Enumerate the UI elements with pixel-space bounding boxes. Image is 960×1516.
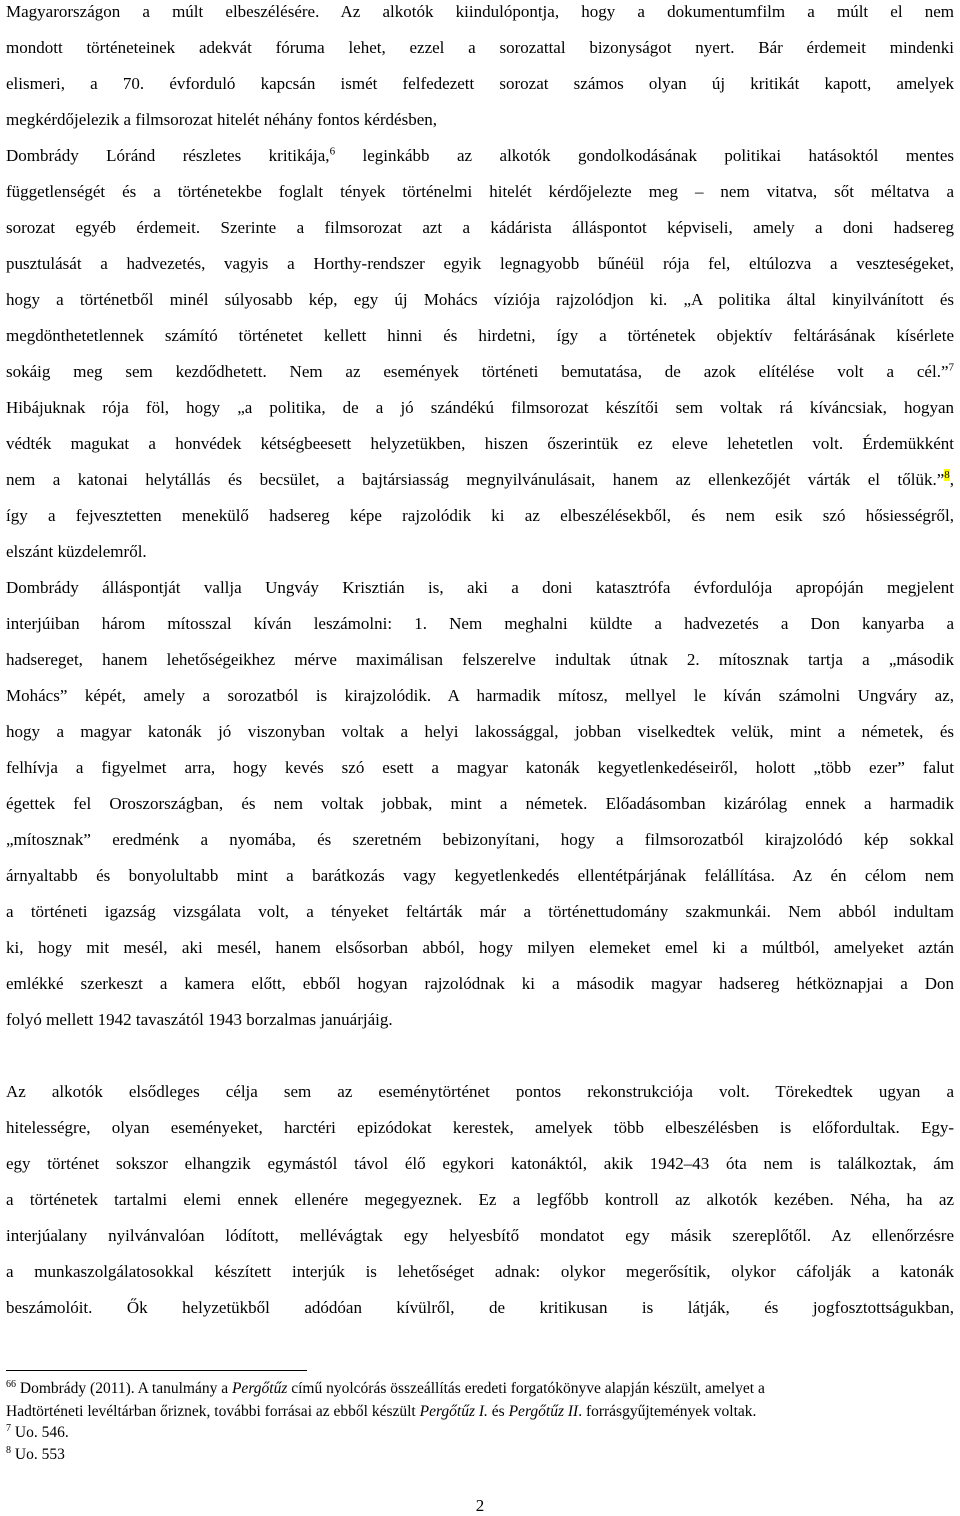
footnote-text: Uo. 553 (14, 1446, 65, 1463)
body-line: Az alkotók elsődleges célja sem az eseménytörténet pontos rekonstrukciója volt. Törekedtek ugyan a (6, 1082, 954, 1101)
footnote-ref-6[interactable]: 6 (329, 145, 336, 158)
body-line: elismeri, a 70. évforduló kapcsán ismét felfedezett sorozat számos olyan új kritikát kapott, amelyek (6, 74, 954, 93)
body-line: pusztulását a hadvezetés, vagyis a Horthy-rendszer egyik legnagyobb bűnéül rója fel, eltúlozva a veszteségeket, (6, 254, 954, 273)
footnote-title: Pergőtűz I. (419, 1403, 488, 1420)
body-text: , (949, 470, 954, 489)
footnote-text: . forrásgyűjtemények voltak. (578, 1403, 757, 1420)
footnote-mark: 7 (6, 1422, 11, 1434)
body-line: Magyarországon a múlt elbeszélésére. Az alkotók kiindulópontja, hogy a dokumentumfilm a múlt el nem (6, 2, 954, 21)
body-line: folyó mellett 1942 tavaszától 1943 borzalmas januárjáig. (6, 1010, 393, 1029)
footnote-ref-7[interactable]: 7 (948, 361, 954, 374)
footnote-6-cont (6, 1403, 756, 1421)
body-line (6, 362, 954, 382)
body-line: ki, hogy mit mesél, aki mesél, hanem elsősorban abból, hogy milyen elemeket emel ki a múltból, amelyeket aztán (6, 938, 954, 957)
footnote-text: és (491, 1403, 505, 1420)
body-text: sokáig meg sem kezdődhetett. Nem az események történeti bemutatása, de azok elítélése volt a cél.” (6, 362, 949, 381)
footnote-ref-8[interactable]: 8 (944, 469, 950, 482)
body-line: emlékké szerkeszt a kamera előtt, ebből hogyan rajzolódnak ki a második magyar hadsereg hétköznapjai a Don (6, 974, 954, 993)
body-line: a munkaszolgálatosokkal készített interjúk is lehetőséget adnak: olykor megerősítik, olykor cáfolják a katonák (6, 1262, 954, 1281)
footnote-text: Dombrády (2011). A tanulmány a (19, 1380, 229, 1397)
body-line: felhívja a figyelmet arra, hogy kevés szó esett a magyar katonák kegyetlenkedéseiről, holott „több ezer” falut (6, 758, 954, 777)
body-text: nem a katonai helytállás és becsület, a bajtársiasság megnyilvánulásait, hanem az ellenkezőjét várták el tőlük.” (6, 470, 945, 489)
body-line: függetlenségét és a történetekbe foglalt tények történelmi hitelét kérdőjelezte meg – nem vitatva, sőt méltatva a (6, 182, 954, 201)
body-line: megdönthetetlennek számító történetet kellett hinni és hirdetni, így a történetek objektív feltárásának kísérlete (6, 326, 954, 345)
body-line: sorozat egyéb érdemeit. Szerinte a filmsorozat azt a kádárista álláspontot képviseli, amely a doni hadsereg (6, 218, 954, 237)
body-line: égettek fel Oroszországban, és nem voltak jobbak, mint a németek. Előadásomban kizárólag ennek a harmadik (6, 794, 954, 813)
footnote-mark: 8 (6, 1444, 11, 1456)
body-line: hogy a történetből minél súlyosabb kép, egy új Mohács víziója rajzolódjon ki. „A politika által kinyilvánított és (6, 290, 954, 309)
footnote-title: Pergőtűz II (508, 1403, 579, 1420)
body-line: elszánt küzdelemről. (6, 542, 147, 561)
footnote-7 (6, 1424, 69, 1442)
body-line: így a fejvesztetten menekülő hadsereg képe rajzolódik ki az elbeszélésekből, és nem esik szó hősiességről, (6, 506, 954, 525)
body-line: „mítosznak” eredménk a nyomába, és szeretném bebizonyítani, hogy a filmsorozatból kirajzolódó kép sokkal (6, 830, 954, 849)
body-line: árnyaltabb és bonyolultabb mint a barátkozás vagy kegyetlenkedés ellentétpárjának felállítása. Az én célom nem (6, 866, 954, 885)
body-line (6, 470, 954, 490)
body-line: védték magukat a honvédek kétségbeesett helyzetükben, hiszen őszerintük ez eleve lehetetlen volt. Érdemükként (6, 434, 954, 453)
body-line: hadsereget, hanem lehetőségeikhez mérve maximálisan felszerelve indultak útnak 2. mítosznak tartja a „második (6, 650, 954, 669)
body-line: a történetek tartalmi elemi ennek ellenére megegyeznek. Ez a legfőbb kontroll az alkotók kezében. Néha, ha az (6, 1190, 954, 1209)
footnote-title: Pergőtűz (231, 1380, 288, 1397)
body-line: beszámolóit. Ők helyzetükből adódóan kívülről, de kritikusan is látják, és jogfosztottságukban, (6, 1298, 954, 1317)
footnote-6 (6, 1380, 765, 1398)
body-line: Hibájuknak rója föl, hogy „a politika, de a jó szándékú filmsorozat készítői sem voltak rá kíváncsiak, hogyan (6, 398, 954, 417)
footnote-mark: 66 (6, 1378, 16, 1390)
footnote-separator (6, 1370, 307, 1371)
body-text: leginkább az alkotók gondolkodásának politikai hatásoktól mentes (362, 146, 954, 165)
body-line: Dombrády álláspontját vallja Ungváy Krisztián is, aki a doni katasztrófa évfordulója apropóján megjelent (6, 578, 954, 597)
footnote-text: Hadtörténeti levéltárban őriznek, további forrásai az ebből készült (6, 1403, 416, 1420)
body-text: Dombrády Lóránd részletes kritikája, (6, 146, 330, 165)
body-line: egy történet sokszor elhangzik egymástól távol élő egykori katonáktól, akik 1942–43 óta nem is találkoztak, ám (6, 1154, 954, 1173)
body-line: mondott történeteinek adekvát fóruma lehet, ezzel a sorozattal bizonyságot nyert. Bár érdemeit mindenki (6, 38, 954, 57)
body-line: Mohács” képét, amely a sorozatból is kirajzolódik. A harmadik mítosz, mellyel le kíván számolni Ungváry az, (6, 686, 954, 705)
body-line: interjúalany nyilvánvalóan lódított, mellévágtak egy helyesbítő mondatot egy másik szereplőtől. Az ellenőrzésre (6, 1226, 954, 1245)
body-line: hitelességre, olyan eseményeket, harctéri epizódokat kerestek, amelyek több elbeszélésben is előfordultak. Egy- (6, 1118, 954, 1137)
page-number: 2 (475, 1496, 485, 1515)
body-line (6, 146, 954, 166)
body-line: a történeti igazság vizsgálata volt, a tényeket feltárták már a történettudomány szakmunkái. Nem abból indultam (6, 902, 954, 921)
footnote-8 (6, 1446, 65, 1464)
footnote-text: című nyolcórás összeállítás eredeti forgatókönyve alapján készült, amelyet a (291, 1380, 765, 1397)
body-line: interjúiban három mítosszal kíván leszámolni: 1. Nem meghalni küldte a hadvezetés a Don kanyarba a (6, 614, 954, 633)
body-line: hogy a magyar katonák jó viszonyban voltak a helyi lakossággal, jobban viselkedtek velük, mint a németek, és (6, 722, 954, 741)
body-line: megkérdőjelezik a filmsorozat hitelét néhány fontos kérdésben, (6, 110, 437, 129)
footnote-text: Uo. 546. (14, 1424, 69, 1441)
